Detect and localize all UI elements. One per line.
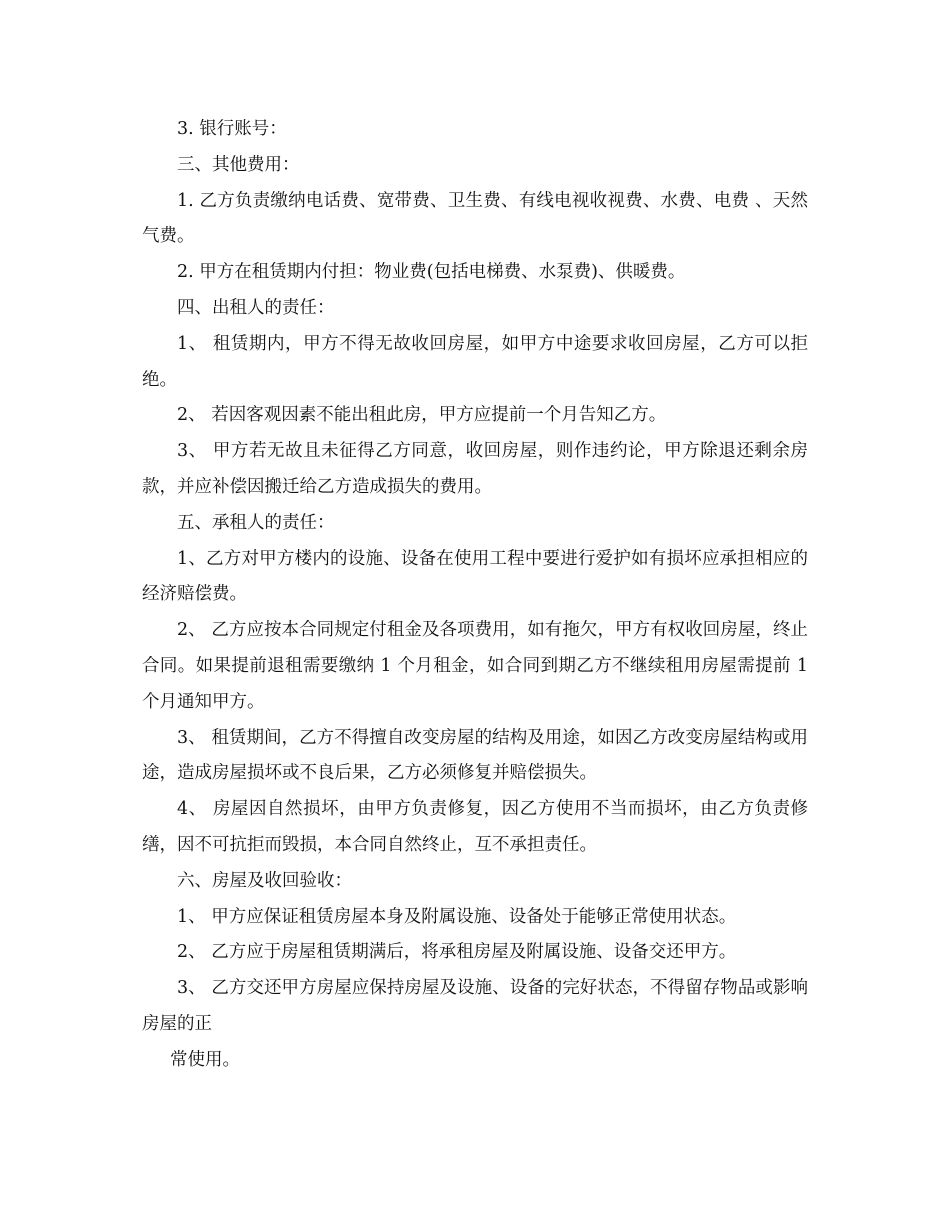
paragraph-inspection-3: 3、 乙方交还甲方房屋应保持房屋及设施、设备的完好状态，不得留存物品或影响房屋的正 [142,978,808,1034]
document-page [142,112,808,1079]
paragraph-fee-2: 2. 甲方在租赁期内付担：物业费(包括电梯费、水泵费)、供暖费。 [177,262,686,283]
heading-lessor-duties: 四、出租人的责任： [177,297,335,318]
paragraph-bank-account: 3. 银行账号： [177,119,287,139]
paragraph-lessee-1: 1、乙方对甲方楼内的设施、设备在使用工程中要进行爱护如有损坏应承担相应的经济赔偿费。 [142,548,808,605]
paragraph-lessor-2: 2、 若因客观因素不能出租此房，甲方应提前一个月告知乙方。 [177,405,667,426]
paragraph-lessee-4: 4、 房屋因自然损坏，由甲方负责修复，因乙方使用不当而损坏，由乙方负责修缮，因不可抗拒而毁损，本合同自然终止，互不承担责任。 [142,799,808,855]
paragraph-lessor-1: 1、 租赁期内，甲方不得无故收回房屋，如甲方中途要求收回房屋，乙方可以拒绝。 [142,333,808,390]
paragraph-lessee-3: 3、 租赁期间，乙方不得擅自改变房屋的结构及用途，如因乙方改变房屋结构或用途，造成房屋损坏或不良后果，乙方必须修复并赔偿损失。 [142,727,808,784]
paragraph-inspection-2: 2、 乙方应于房屋租赁期满后，将承租房屋及附属设施、设备交还甲方。 [177,942,737,963]
heading-lessee-duties: 五、承租人的责任： [177,512,335,533]
heading-inspection: 六、房屋及收回验收： [177,870,352,891]
paragraph-lessee-2: 2、 乙方应按本合同规定付租金及各项费用，如有拖欠，甲方有权收回房屋，终止合同。如果提前退租需要缴纳 1 个月租金，如合同到期乙方不继续租用房屋需提前 1 个月通知甲方。 [142,620,808,712]
paragraph-fee-1: 1. 乙方负责缴纳电话费、宽带费、卫生费、有线电视收视费、水费、电费 、天然气费。 [142,190,808,247]
heading-other-fees: 三、其他费用： [177,154,300,175]
paragraph-inspection-1: 1、 甲方应保证租赁房屋本身及附属设施、设备处于能够正常使用状态。 [177,906,737,927]
paragraph-lessor-3: 3、 甲方若无故且未征得乙方同意，收回房屋，则作违约论，甲方除退还剩余房款，并应补偿因搬迁给乙方造成损失的费用。 [142,441,808,497]
paragraph-inspection-3-continued: 常使用。 [170,1049,240,1070]
